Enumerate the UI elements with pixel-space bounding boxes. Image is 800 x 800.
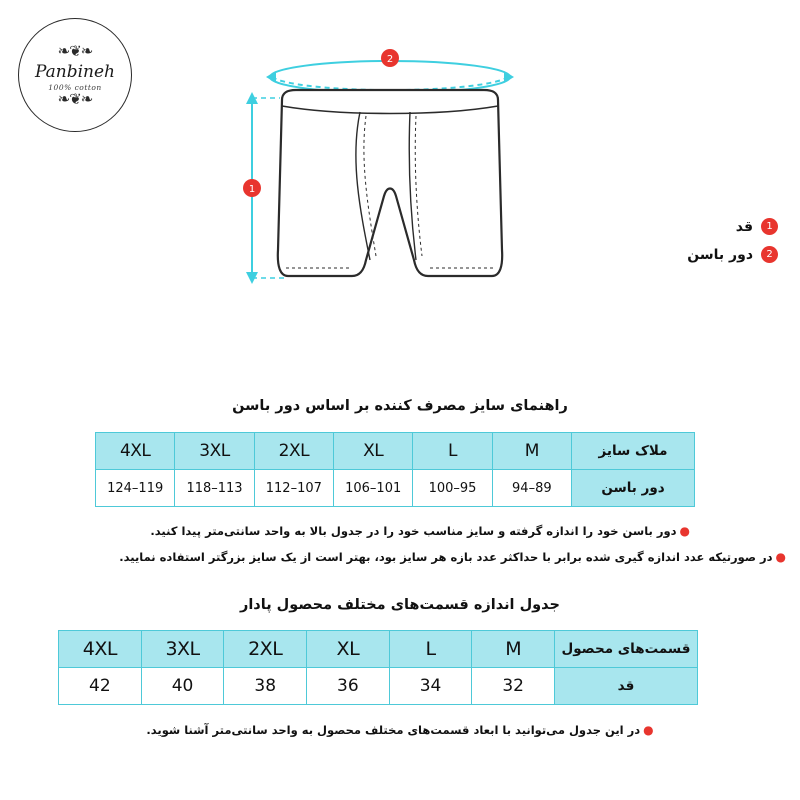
table1-size-2: XL [334, 433, 413, 470]
table1-value-2: 101–106 [334, 470, 413, 507]
table2-value-4: 40 [141, 668, 224, 705]
table2-value-5: 42 [59, 668, 142, 705]
table1-size-1: L [413, 433, 492, 470]
legend-label-1: قد [735, 218, 753, 235]
product-dimensions-table-wrapper [58, 630, 698, 705]
size-note-2-text: در صورتیکه عدد اندازه گیری شده برابر با حداکثر عدد بازه هر سایز بود، بهتر است از یک سایز بزرگتر استفاده نمایید. [119, 550, 773, 564]
legend-badge-1: 1 [761, 218, 778, 235]
size-note-1 [150, 524, 690, 538]
svg-text:1: 1 [248, 184, 256, 195]
table1-size-3: 2XL [254, 433, 333, 470]
table1-row-label: دور باسن [572, 470, 695, 507]
bullet-icon: ● [775, 550, 786, 564]
table-row [96, 470, 695, 507]
table2-size-4: 3XL [141, 631, 224, 668]
consumer-size-table [95, 432, 695, 507]
table2-value-0: 32 [472, 668, 555, 705]
consumer-size-table-wrapper [95, 432, 695, 507]
table2-size-2: XL [307, 631, 390, 668]
legend-item [628, 218, 778, 235]
table1-header-label: ملاک سایز [572, 433, 695, 470]
logo-flourish-bottom-icon: ❧❦❧ [57, 89, 93, 108]
legend-label-2: دور باسن [687, 246, 753, 263]
logo-brand-name: Panbineh [34, 61, 116, 82]
table2-size-0: M [472, 631, 555, 668]
table2-row-label: قد [555, 668, 698, 705]
table2-size-1: L [389, 631, 472, 668]
brand-logo [18, 18, 132, 132]
table-row [96, 433, 695, 470]
product-dimensions-title: جدول اندازه قسمت‌های مختلف محصول پادار [239, 597, 560, 613]
product-note-1-text: در این جدول می‌توانید با ابعاد قسمت‌های مختلف محصول به واحد سانتی‌متر آشنا شوید. [146, 723, 641, 737]
legend-item [628, 246, 778, 263]
table2-header-label: قسمت‌های محصول [555, 631, 698, 668]
logo-flourish-top-icon: ❧❦❧ [57, 41, 93, 60]
svg-text:2: 2 [386, 54, 394, 65]
table1-value-5: 119–124 [96, 470, 175, 507]
bullet-icon: ● [679, 524, 690, 538]
table1-value-4: 113–118 [175, 470, 254, 507]
table2-value-2: 36 [307, 668, 390, 705]
table2-size-5: 4XL [59, 631, 142, 668]
size-note-1-text: دور باسن خود را اندازه گرفته و سایز مناسب خود را در جدول بالا به واحد سانتی‌متر پیدا کنید. [150, 524, 677, 538]
boxer-shorts-diagram [210, 20, 570, 320]
table1-size-4: 3XL [175, 433, 254, 470]
table1-value-3: 107–112 [254, 470, 333, 507]
table2-size-3: 2XL [224, 631, 307, 668]
table1-value-1: 95–100 [413, 470, 492, 507]
size-note-2 [119, 550, 786, 564]
product-note-1 [0, 723, 800, 737]
table2-value-1: 34 [389, 668, 472, 705]
diagram-legend [628, 218, 778, 274]
table-row [59, 668, 698, 705]
table1-size-0: M [492, 433, 571, 470]
table-row [59, 631, 698, 668]
legend-badge-2: 2 [761, 246, 778, 263]
consumer-size-guide-title: راهنمای سایز مصرف کننده بر اساس دور باسن [232, 398, 568, 414]
table1-value-0: 89–94 [492, 470, 571, 507]
table2-value-3: 38 [224, 668, 307, 705]
bullet-icon: ● [643, 723, 654, 737]
logo-tagline: 100% cotton [48, 82, 102, 92]
table1-size-5: 4XL [96, 433, 175, 470]
product-dimensions-table [58, 630, 698, 705]
